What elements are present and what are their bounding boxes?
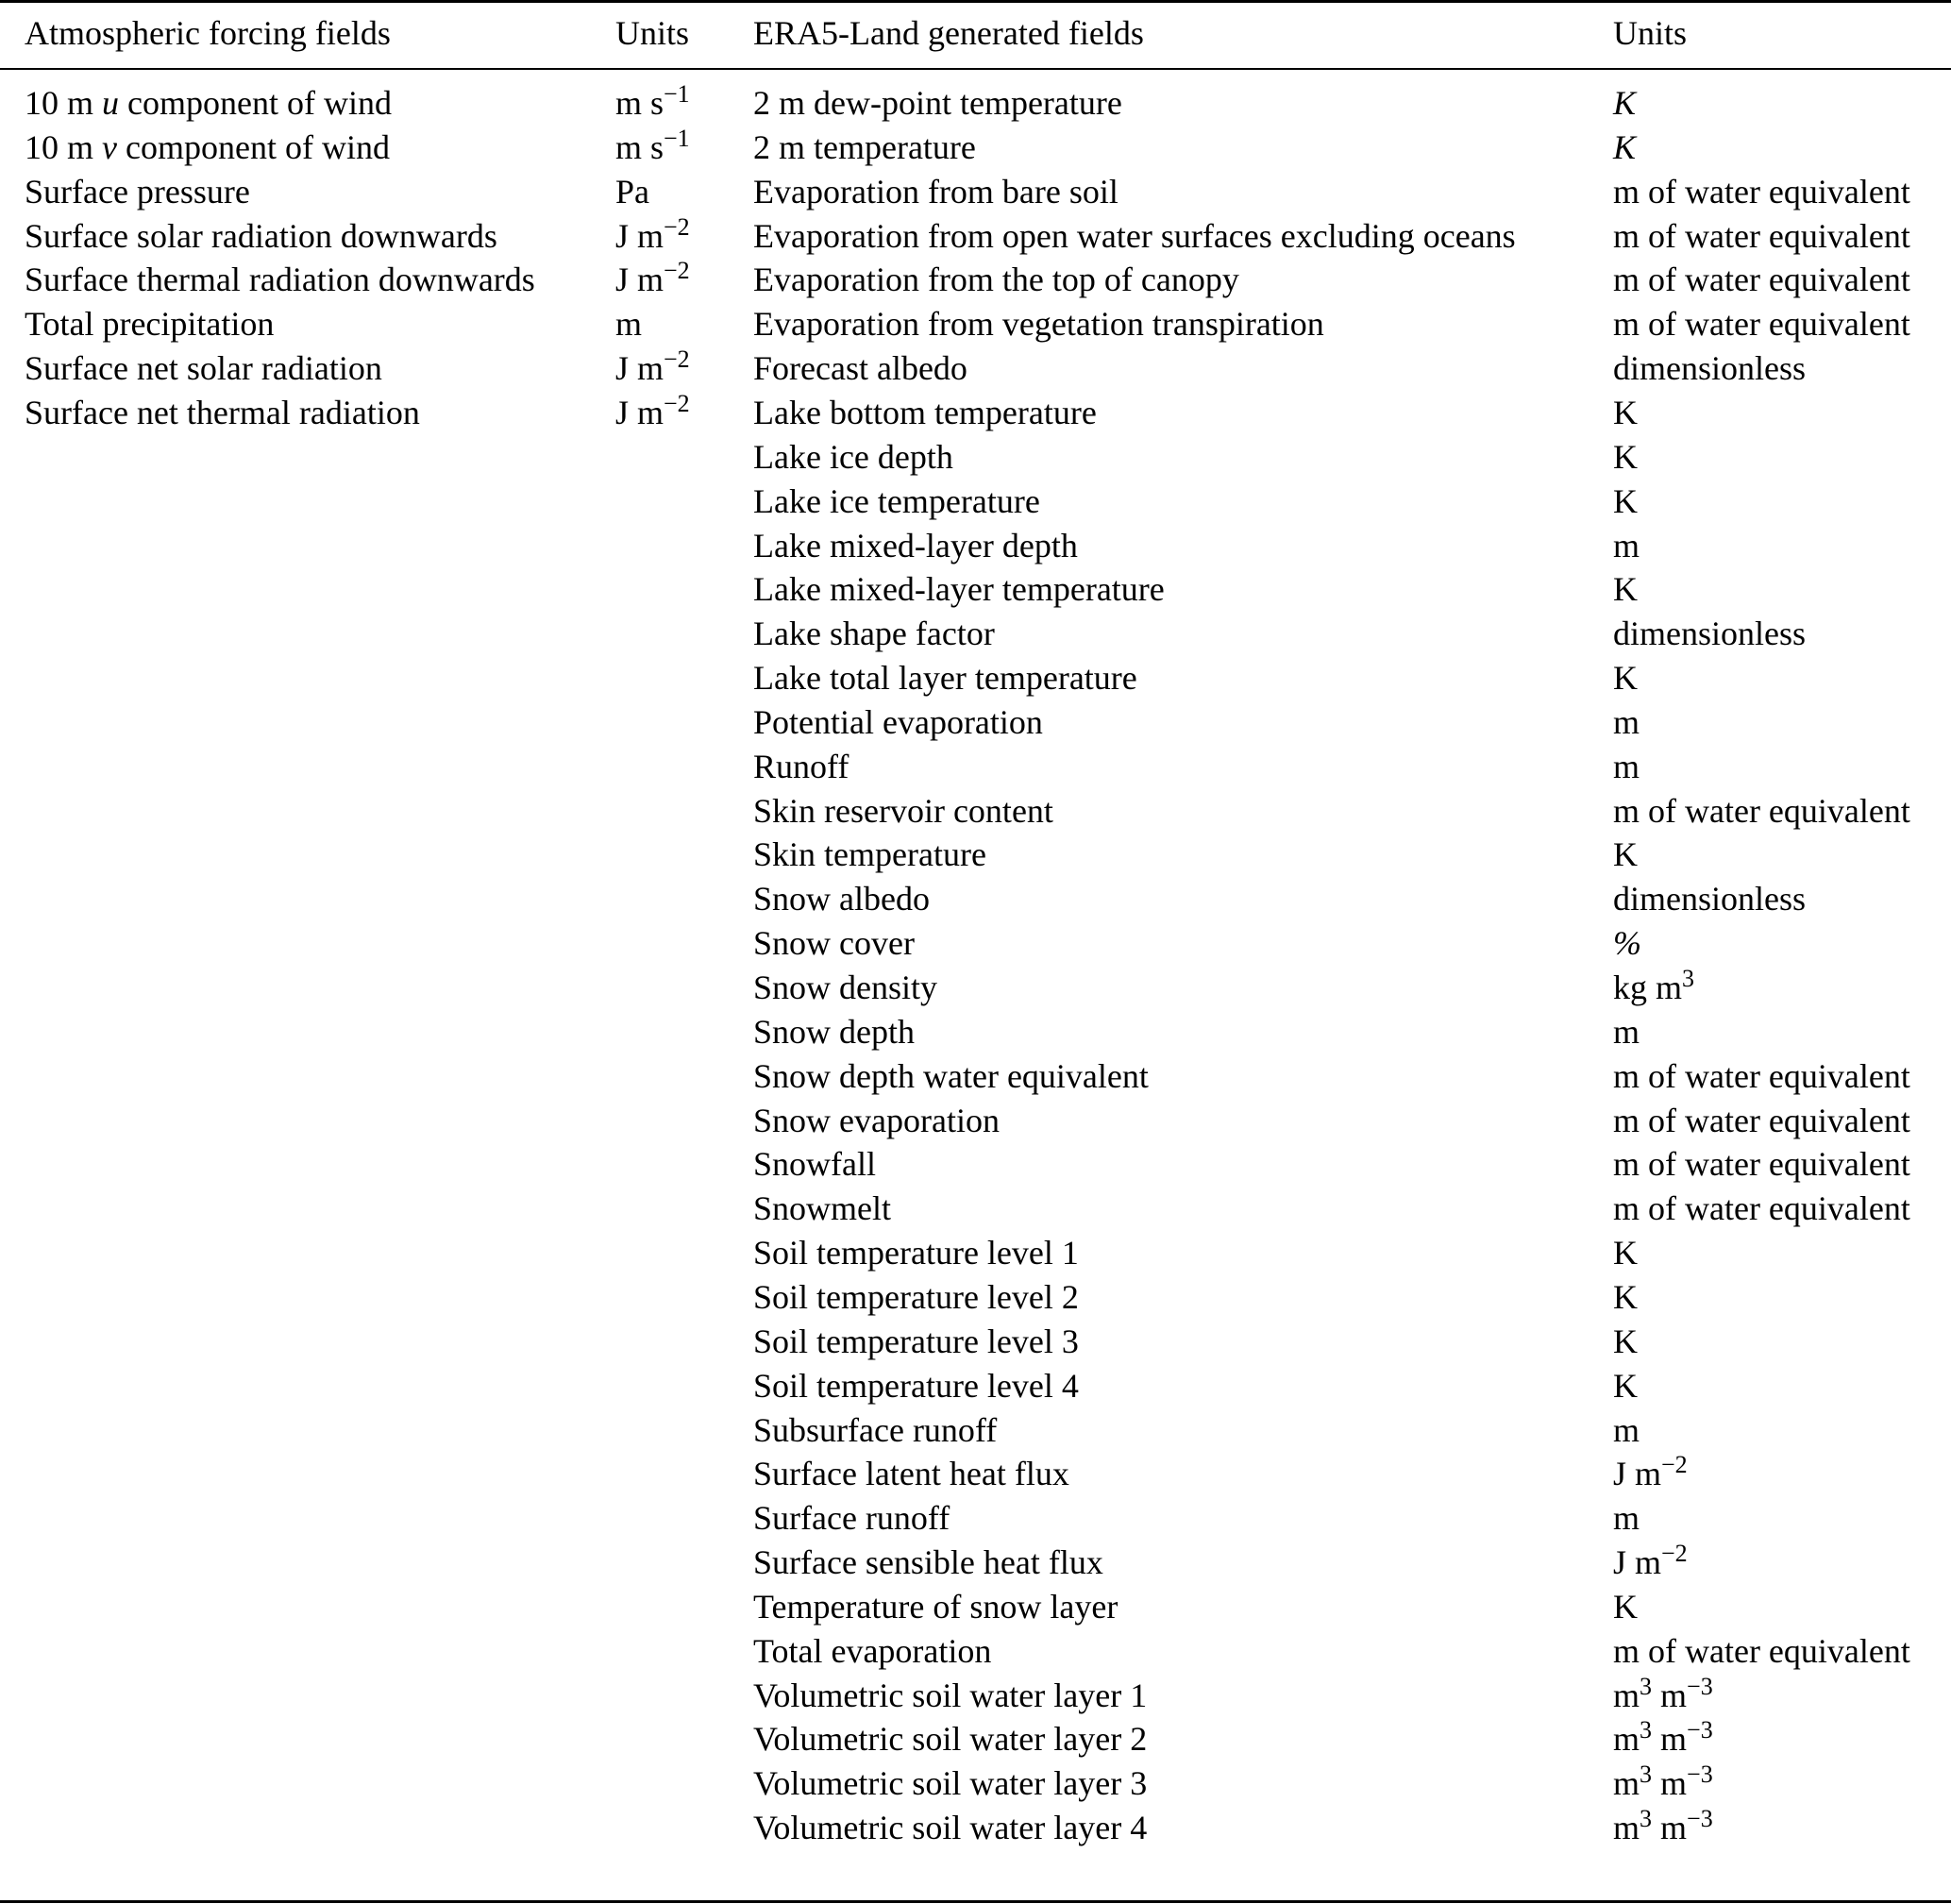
bottom-rule [0,1900,1951,1903]
era5-field: Forecast albedo [753,349,967,388]
era5-field: Lake ice depth [753,437,953,476]
era5-unit: m of water equivalent [1613,172,1910,211]
era5-field: Volumetric soil water layer 2 [753,1720,1148,1759]
header-atmospheric-fields: Atmospheric forcing fields [25,14,391,52]
era5-field: Snow albedo [753,880,930,918]
era5-unit: K [1613,835,1638,874]
era5-field: 2 m temperature [753,127,976,166]
era5-field: Evaporation from bare soil [753,172,1118,211]
header-era5-fields: ERA5-Land generated fields [753,14,1144,52]
era5-unit: dimensionless [1613,615,1806,653]
era5-unit: m [1613,526,1640,564]
era5-field: Lake ice temperature [753,481,1040,520]
era5-field: Lake total layer temperature [753,659,1137,698]
era5-unit: $m^3$ $m^{-3}$ [1613,1805,1713,1847]
era5-field: Soil temperature level 1 [753,1234,1079,1272]
era5-unit: K [1613,437,1638,476]
era5-field: Soil temperature level 4 [753,1366,1079,1405]
era5-field: Runoff [753,747,849,785]
atmospheric-unit: m $s^{-1}$ [615,124,690,166]
era5-unit: K [1613,84,1637,122]
era5-unit: m of water equivalent [1613,261,1910,299]
era5-field: Evaporation from the top of canopy [753,261,1239,299]
era5-unit: dimensionless [1613,880,1806,918]
atmospheric-field: Surface net thermal radiation [25,393,420,431]
era5-field: Total evaporation [753,1631,992,1670]
era5-unit: m of water equivalent [1613,1631,1910,1670]
era5-unit: m [1613,1410,1640,1449]
era5-unit: K [1613,1234,1638,1272]
era5-field: Snow density [753,969,938,1006]
era5-unit: % [1613,924,1641,963]
atmospheric-field: Surface thermal radiation downwards [25,261,535,299]
era5-field: Temperature of snow layer [753,1587,1118,1626]
era5-unit: K [1613,1277,1638,1316]
era5-unit: m of water equivalent [1613,1056,1910,1095]
header-units-1: Units [615,14,690,52]
atmospheric-unit: J $m^{-2}$ [615,257,690,299]
era5-field: Soil temperature level 3 [753,1322,1079,1360]
era5-unit: K [1613,1322,1638,1360]
era5-field: Volumetric soil water layer 4 [753,1809,1148,1847]
atmospheric-unit: J $m^{-2}$ [615,345,690,388]
era5-field: Surface latent heat flux [753,1455,1069,1493]
era5-field: Lake mixed-layer temperature [753,570,1165,609]
era5-field: Snow evaporation [753,1101,1000,1139]
era5-unit: $m^3$ $m^{-3}$ [1613,1761,1713,1803]
era5-field: Snow depth water equivalent [753,1056,1149,1095]
era5-field: Skin temperature [753,835,986,874]
era5-unit: m of water equivalent [1613,1189,1910,1228]
era5-field: Skin reservoir content [753,791,1053,830]
era5-unit: K [1613,1587,1638,1626]
era5-unit: K [1613,570,1638,609]
era5-field: 2 m dew-point temperature [753,84,1122,122]
era5-field: Lake shape factor [753,615,995,653]
era5-unit: m of water equivalent [1613,216,1910,255]
header-rule [0,68,1951,70]
era5-field: Snow depth [753,1012,915,1051]
era5-unit: dimensionless [1613,349,1806,388]
era5-field: Subsurface runoff [753,1410,998,1449]
era5-unit: kg $m^3$ [1613,965,1695,1006]
era5-field: Evaporation from vegetation transpiration [753,305,1324,344]
era5-unit: K [1613,481,1638,520]
era5-unit: m of water equivalent [1613,791,1910,830]
era5-unit: K [1613,1366,1638,1405]
era5-unit: m [1613,702,1640,741]
era5-unit: m [1613,747,1640,785]
atmospheric-field: Surface solar radiation downwards [25,216,497,255]
era5-unit: K [1613,659,1638,698]
atmospheric-field: Total precipitation [25,305,275,344]
era5-unit: K [1613,127,1637,166]
top-rule [0,0,1951,3]
atmospheric-field: 10 m u component of wind [25,84,392,122]
era5-unit: K [1613,393,1638,431]
era5-unit: J $m^{-2}$ [1613,1451,1688,1493]
atmospheric-unit: m $s^{-1}$ [615,80,690,122]
atmospheric-unit: J $m^{-2}$ [615,389,690,431]
atmospheric-unit: m [615,305,643,344]
era5-field: Potential evaporation [753,702,1043,741]
era5-field: Soil temperature level 2 [753,1277,1079,1316]
era5-unit: $m^3$ $m^{-3}$ [1613,1716,1713,1759]
atmospheric-field: Surface pressure [25,172,250,211]
era5-field: Snowfall [753,1145,876,1184]
atmospheric-field: 10 m v component of wind [25,127,390,166]
atmospheric-unit: Pa [615,172,649,211]
era5-unit: m of water equivalent [1613,1145,1910,1184]
era5-unit: m of water equivalent [1613,1101,1910,1139]
era5-field: Snow cover [753,924,915,963]
era5-field: Lake mixed-layer depth [753,526,1078,564]
atmospheric-field: Surface net solar radiation [25,349,382,388]
era5-unit: m [1613,1499,1640,1538]
era5-unit: $m^3$ $m^{-3}$ [1613,1672,1713,1714]
era5-unit: m of water equivalent [1613,305,1910,344]
era5-field: Surface runoff [753,1499,950,1538]
era5-field: Surface sensible heat flux [753,1543,1103,1582]
era5-field: Volumetric soil water layer 3 [753,1764,1148,1803]
atmospheric-unit: J $m^{-2}$ [615,212,690,255]
era5-field: Evaporation from open water surfaces excluding oceans [753,216,1516,255]
era5-field: Volumetric soil water layer 1 [753,1676,1148,1714]
era5-field: Lake bottom temperature [753,393,1097,431]
era5-unit: m [1613,1012,1640,1051]
era5-field: Snowmelt [753,1189,892,1228]
era5-unit: J $m^{-2}$ [1613,1540,1688,1582]
header-units-2: Units [1613,14,1688,52]
